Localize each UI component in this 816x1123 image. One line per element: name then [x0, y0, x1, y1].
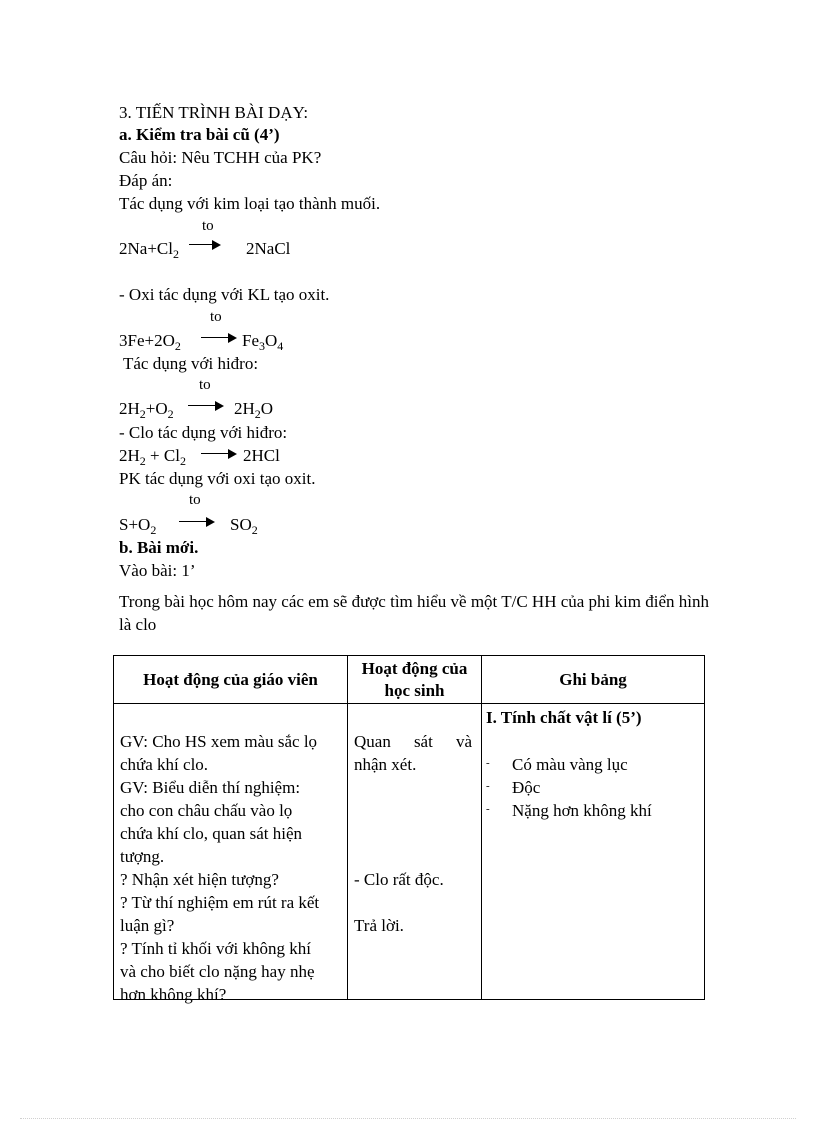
question-line: Câu hỏi: Nêu TCHH của PK?	[119, 148, 322, 167]
nonmetal-oxygen-line: PK tác dụng với oxi tạo oxit.	[119, 469, 316, 488]
equation-s-o2: $S+O_2$	[119, 515, 157, 537]
table-header-row	[114, 656, 705, 704]
teacher-line: chứa khí clo.	[120, 755, 209, 774]
student-toxic-line: - Clo rất độc.	[354, 870, 444, 889]
teacher-activity-cell	[114, 704, 348, 1004]
list-item: Có màu vàng lục	[512, 755, 628, 774]
board-section-title: I. Tính chất vật lí (5’)	[486, 708, 642, 727]
hydrogen-reaction-line: Tác dụng với hiđro:	[123, 354, 259, 373]
list-item: Nặng hơn không khí	[512, 801, 652, 820]
lesson-activity-table	[113, 655, 705, 1004]
header-teacher-activity: Hoạt động của giáo viên	[114, 656, 348, 704]
teacher-line: chứa khí clo, quan sát hiện	[120, 824, 302, 843]
oxygen-reaction-line: - Oxi tác dụng với KL tạo oxit.	[119, 285, 330, 304]
teacher-line: luận gì?	[120, 916, 175, 935]
equation-h2-o2: $2H_2+O_2$	[119, 399, 174, 421]
teacher-line: cho con châu chấu vào lọ	[120, 801, 293, 820]
reaction-arrow-icon	[201, 333, 237, 343]
reaction-arrow-icon	[201, 449, 237, 459]
page-bottom-divider	[20, 1118, 796, 1119]
teacher-line: ? Từ thí nghiệm em rút ra kết	[120, 893, 320, 912]
teacher-line: tượng.	[120, 847, 165, 866]
teacher-line: ? Nhận xét hiện tượng?	[120, 870, 279, 889]
teacher-line: ? Tính tỉ khối với không khí	[120, 939, 311, 958]
chlorine-hydrogen-line: - Clo tác dụng với hiđro:	[119, 423, 288, 442]
intro-line: Vào bài: 1’	[119, 561, 196, 580]
reaction-arrow-icon	[188, 401, 224, 411]
teacher-line: GV: Biểu diễn thí nghiệm:	[120, 778, 301, 797]
heat-condition-label: to	[189, 492, 201, 508]
product-fe3o4: $Fe_3O_4$	[242, 331, 284, 353]
student-activity-cell	[348, 704, 482, 1000]
section-heading: 3. TIẾN TRÌNH BÀI DẠY:	[119, 103, 309, 122]
student-answer-line: Trả lời.	[354, 916, 404, 935]
metal-reaction-line: Tác dụng với kim loại tạo thành muối.	[119, 194, 381, 213]
teacher-line: GV: Cho HS xem màu sắc lọ	[120, 732, 318, 751]
reaction-arrow-icon	[189, 240, 221, 250]
student-comment-line: nhận xét.	[354, 755, 417, 774]
header-board-notes: Ghi bảng	[482, 656, 705, 704]
bullet-dash-icon: -	[486, 757, 490, 769]
product-water: $2H_2O$	[234, 399, 274, 421]
board-notes-cell	[482, 704, 705, 1000]
subheading-new-lesson: b. Bài mới.	[119, 538, 199, 557]
heat-condition-label: to	[202, 218, 214, 234]
equation-na-cl: $2Na+Cl_2$	[119, 239, 179, 261]
answer-label: Đáp án:	[119, 171, 173, 190]
subheading-review: a. Kiểm tra bài cũ (4’)	[119, 125, 280, 144]
heat-condition-label: to	[210, 309, 222, 325]
student-observe-line: Quan sát và	[354, 732, 472, 751]
product-hcl: 2HCl	[243, 446, 280, 465]
equation-fe-o2: $3Fe+2O_2$	[119, 331, 181, 353]
teacher-line: hơn không khí?	[120, 985, 227, 1004]
reaction-arrow-icon	[179, 517, 215, 527]
bullet-dash-icon: -	[486, 803, 490, 815]
heat-condition-label: to	[199, 377, 211, 393]
product-nacl: 2NaCl	[246, 239, 291, 258]
list-item: Độc	[512, 778, 541, 797]
table-row	[114, 704, 705, 1000]
header-student-activity: Hoạt động của học sinh	[348, 656, 482, 704]
bullet-dash-icon: -	[486, 780, 490, 792]
product-so2: $SO_2$	[230, 515, 258, 537]
intro-paragraph: Trong bài học hôm nay các em sẽ được tìm hiểu về một T/C HH của phi kim điển hình là clo	[119, 592, 709, 634]
teacher-line: và cho biết clo nặng hay nhẹ	[120, 962, 315, 981]
equation-h2-cl2: $2H_2 + Cl_2$	[119, 446, 186, 468]
